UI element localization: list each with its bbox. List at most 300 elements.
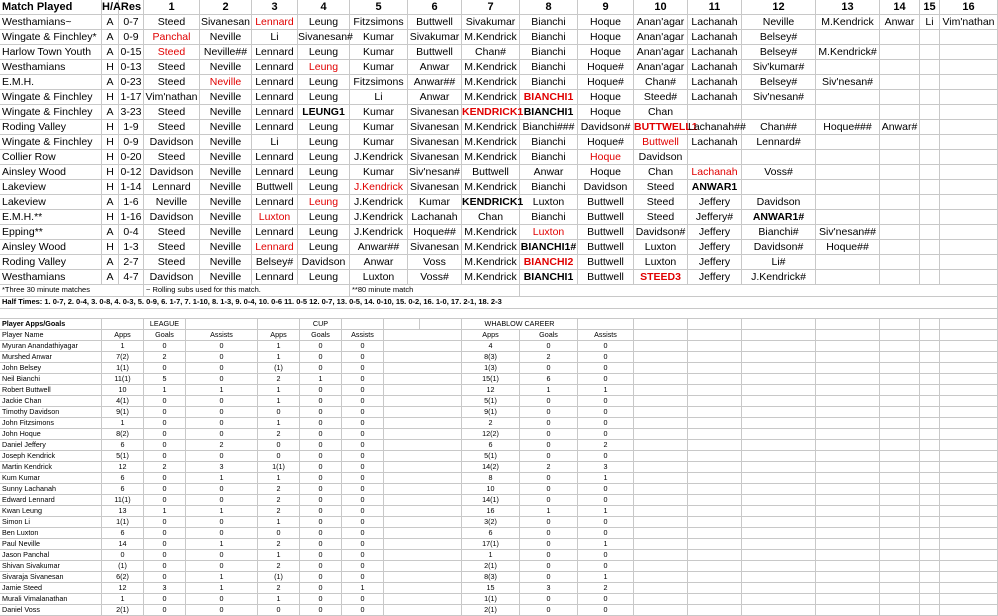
match-cell[interactable] [0, 135, 102, 150]
match-cell[interactable] [578, 255, 634, 270]
match-cell[interactable] [688, 105, 742, 120]
match-cell[interactable] [940, 15, 998, 30]
match-cell[interactable] [252, 45, 298, 60]
match-cell[interactable] [119, 225, 144, 240]
match-cell[interactable] [102, 210, 119, 225]
match-cell[interactable] [462, 105, 524, 120]
match-cell[interactable] [144, 90, 200, 105]
match-cell[interactable] [816, 225, 880, 240]
match-cell[interactable] [520, 165, 578, 180]
match-cell[interactable] [462, 150, 520, 165]
match-cell[interactable] [119, 135, 144, 150]
match-cell[interactable] [742, 30, 816, 45]
match-cell[interactable] [119, 270, 144, 285]
match-cell[interactable] [940, 150, 998, 165]
match-cell[interactable] [688, 90, 742, 105]
match-cell[interactable] [102, 255, 119, 270]
match-cell[interactable] [252, 75, 298, 90]
match-cell[interactable] [200, 60, 252, 75]
match-cell[interactable] [920, 240, 940, 255]
match-cell[interactable] [200, 165, 252, 180]
match-cell[interactable] [880, 45, 920, 60]
match-cell[interactable] [200, 150, 252, 165]
match-cell[interactable] [578, 165, 634, 180]
match-cell[interactable] [408, 210, 462, 225]
match-cell[interactable] [880, 195, 920, 210]
match-cell[interactable] [940, 180, 998, 195]
match-cell[interactable] [0, 90, 102, 105]
match-cell[interactable] [634, 255, 688, 270]
match-cell[interactable] [920, 75, 940, 90]
match-cell[interactable] [119, 255, 144, 270]
match-cell[interactable] [350, 255, 408, 270]
match-cell[interactable] [462, 90, 520, 105]
match-cell[interactable] [200, 240, 252, 255]
match-cell[interactable] [688, 180, 742, 195]
match-cell[interactable] [350, 120, 408, 135]
header-cell[interactable] [940, 0, 998, 15]
match-cell[interactable] [144, 210, 200, 225]
match-cell[interactable] [408, 180, 462, 195]
match-cell[interactable] [408, 165, 462, 180]
match-cell[interactable] [920, 45, 940, 60]
match-cell[interactable] [408, 225, 462, 240]
header-cell[interactable] [350, 0, 408, 15]
match-cell[interactable] [200, 90, 252, 105]
match-cell[interactable] [200, 45, 252, 60]
match-cell[interactable] [520, 150, 578, 165]
match-cell[interactable] [688, 135, 742, 150]
match-cell[interactable] [462, 255, 520, 270]
match-cell[interactable] [742, 270, 816, 285]
match-cell[interactable] [462, 240, 520, 255]
match-cell[interactable] [742, 180, 816, 195]
match-cell[interactable] [742, 210, 816, 225]
match-cell[interactable] [920, 180, 940, 195]
match-cell[interactable] [688, 120, 746, 135]
match-cell[interactable] [816, 240, 880, 255]
match-cell[interactable] [634, 225, 688, 240]
match-cell[interactable] [688, 45, 742, 60]
match-cell[interactable] [578, 195, 634, 210]
match-cell[interactable] [0, 105, 102, 120]
match-cell[interactable] [298, 15, 350, 30]
match-cell[interactable] [816, 75, 880, 90]
match-cell[interactable] [634, 135, 688, 150]
match-cell[interactable] [520, 180, 578, 195]
match-cell[interactable] [920, 210, 940, 225]
match-cell[interactable] [742, 90, 816, 105]
match-cell[interactable] [144, 105, 200, 120]
match-cell[interactable] [200, 120, 252, 135]
match-cell[interactable] [462, 165, 520, 180]
match-cell[interactable] [144, 255, 200, 270]
match-cell[interactable] [634, 45, 688, 60]
match-cell[interactable] [102, 180, 119, 195]
match-cell[interactable] [200, 75, 252, 90]
match-cell[interactable] [298, 270, 350, 285]
match-cell[interactable] [578, 135, 634, 150]
match-cell[interactable] [520, 270, 578, 285]
match-cell[interactable] [462, 15, 520, 30]
match-cell[interactable] [119, 150, 144, 165]
match-cell[interactable] [880, 15, 920, 30]
match-cell[interactable] [520, 195, 578, 210]
match-cell[interactable] [298, 225, 350, 240]
match-cell[interactable] [408, 255, 462, 270]
match-cell[interactable] [252, 60, 298, 75]
match-cell[interactable] [408, 195, 462, 210]
match-cell[interactable] [634, 90, 688, 105]
match-cell[interactable] [520, 75, 578, 90]
match-cell[interactable] [119, 240, 144, 255]
match-cell[interactable] [408, 15, 462, 30]
match-cell[interactable] [144, 195, 200, 210]
match-cell[interactable] [350, 135, 408, 150]
match-cell[interactable] [0, 15, 102, 30]
match-cell[interactable] [0, 60, 102, 75]
header-cell[interactable] [920, 0, 940, 15]
match-cell[interactable] [0, 240, 102, 255]
match-cell[interactable] [880, 240, 920, 255]
match-cell[interactable] [252, 255, 298, 270]
match-cell[interactable] [408, 90, 462, 105]
match-cell[interactable] [102, 75, 119, 90]
match-cell[interactable] [462, 270, 520, 285]
match-cell[interactable] [462, 75, 520, 90]
match-cell[interactable] [816, 30, 880, 45]
match-cell[interactable] [578, 225, 634, 240]
match-cell[interactable] [940, 60, 998, 75]
match-cell[interactable] [520, 240, 578, 255]
match-cell[interactable] [350, 210, 408, 225]
match-cell[interactable] [200, 195, 252, 210]
match-cell[interactable] [578, 180, 634, 195]
match-cell[interactable] [920, 225, 940, 240]
match-cell[interactable] [578, 270, 634, 285]
match-cell[interactable] [298, 30, 353, 45]
match-cell[interactable] [252, 15, 298, 30]
match-cell[interactable] [119, 210, 144, 225]
match-cell[interactable] [200, 270, 252, 285]
match-cell[interactable] [252, 120, 298, 135]
match-cell[interactable] [102, 60, 119, 75]
match-cell[interactable] [350, 30, 408, 45]
match-cell[interactable] [940, 120, 998, 135]
match-cell[interactable] [350, 75, 408, 90]
match-cell[interactable] [102, 240, 119, 255]
match-cell[interactable] [462, 135, 520, 150]
match-cell[interactable] [880, 30, 920, 45]
match-cell[interactable] [940, 90, 998, 105]
match-cell[interactable] [816, 105, 880, 120]
match-cell[interactable] [578, 120, 634, 135]
match-cell[interactable] [880, 165, 920, 180]
match-cell[interactable] [940, 225, 998, 240]
match-cell[interactable] [578, 150, 634, 165]
match-cell[interactable] [520, 45, 578, 60]
match-cell[interactable] [298, 45, 350, 60]
match-cell[interactable] [816, 45, 880, 60]
match-cell[interactable] [940, 45, 998, 60]
match-cell[interactable] [252, 195, 298, 210]
match-cell[interactable] [920, 105, 940, 120]
match-cell[interactable] [742, 240, 816, 255]
match-cell[interactable] [578, 105, 634, 120]
match-cell[interactable] [119, 30, 144, 45]
match-cell[interactable] [462, 30, 520, 45]
match-cell[interactable] [298, 90, 350, 105]
match-cell[interactable] [880, 105, 920, 120]
match-cell[interactable] [200, 135, 252, 150]
match-cell[interactable] [0, 75, 102, 90]
match-cell[interactable] [920, 120, 940, 135]
match-cell[interactable] [144, 150, 200, 165]
match-cell[interactable] [688, 240, 742, 255]
match-cell[interactable] [940, 255, 998, 270]
match-cell[interactable] [0, 210, 102, 225]
match-cell[interactable] [940, 240, 998, 255]
match-cell[interactable] [0, 150, 102, 165]
match-cell[interactable] [688, 165, 742, 180]
header-cell[interactable] [200, 0, 252, 15]
match-cell[interactable] [880, 210, 920, 225]
match-cell[interactable] [298, 165, 350, 180]
match-cell[interactable] [144, 270, 200, 285]
header-cell[interactable] [102, 0, 119, 15]
match-cell[interactable] [940, 165, 998, 180]
match-cell[interactable] [520, 60, 578, 75]
match-cell[interactable] [816, 120, 880, 135]
match-cell[interactable] [102, 150, 119, 165]
match-cell[interactable] [578, 30, 634, 45]
match-cell[interactable] [298, 105, 350, 120]
match-cell[interactable] [408, 105, 462, 120]
match-cell[interactable] [578, 45, 634, 60]
match-cell[interactable] [350, 180, 408, 195]
match-cell[interactable] [119, 180, 144, 195]
match-cell[interactable] [0, 45, 102, 60]
match-cell[interactable] [252, 240, 298, 255]
match-cell[interactable] [462, 45, 520, 60]
match-cell[interactable] [634, 165, 688, 180]
match-cell[interactable] [634, 75, 688, 90]
match-cell[interactable] [350, 195, 408, 210]
match-cell[interactable] [520, 135, 578, 150]
match-cell[interactable] [578, 60, 634, 75]
header-cell[interactable] [742, 0, 816, 15]
match-cell[interactable] [200, 225, 252, 240]
match-cell[interactable] [634, 180, 688, 195]
match-cell[interactable] [520, 210, 578, 225]
match-cell[interactable] [520, 120, 578, 135]
match-cell[interactable] [688, 210, 742, 225]
match-cell[interactable] [298, 150, 350, 165]
match-cell[interactable] [816, 15, 880, 30]
match-cell[interactable] [298, 135, 350, 150]
header-cell[interactable] [298, 0, 350, 15]
match-cell[interactable] [0, 165, 102, 180]
match-cell[interactable] [119, 195, 144, 210]
header-cell[interactable] [0, 0, 102, 15]
match-cell[interactable] [102, 225, 119, 240]
match-cell[interactable] [408, 270, 462, 285]
match-cell[interactable] [520, 15, 578, 30]
match-cell[interactable] [0, 255, 102, 270]
match-cell[interactable] [144, 75, 200, 90]
match-cell[interactable] [816, 165, 880, 180]
match-cell[interactable] [816, 255, 880, 270]
match-cell[interactable] [816, 270, 880, 285]
match-cell[interactable] [252, 225, 298, 240]
match-cell[interactable] [578, 90, 634, 105]
match-cell[interactable] [102, 165, 119, 180]
match-cell[interactable] [578, 240, 634, 255]
match-cell[interactable] [688, 255, 742, 270]
match-cell[interactable] [119, 15, 144, 30]
match-cell[interactable] [298, 195, 350, 210]
match-cell[interactable] [688, 195, 742, 210]
match-cell[interactable] [102, 90, 119, 105]
match-cell[interactable] [520, 225, 578, 240]
match-cell[interactable] [634, 120, 698, 135]
match-cell[interactable] [940, 75, 998, 90]
match-cell[interactable] [200, 105, 252, 120]
match-cell[interactable] [920, 165, 940, 180]
match-cell[interactable] [742, 75, 816, 90]
match-cell[interactable] [688, 75, 742, 90]
match-cell[interactable] [102, 105, 119, 120]
match-cell[interactable] [462, 210, 520, 225]
match-cell[interactable] [816, 210, 880, 225]
match-cell[interactable] [252, 150, 298, 165]
match-cell[interactable] [742, 150, 816, 165]
match-cell[interactable] [0, 30, 102, 45]
match-cell[interactable] [742, 120, 816, 135]
match-cell[interactable] [408, 60, 462, 75]
match-cell[interactable] [298, 210, 350, 225]
match-cell[interactable] [920, 135, 940, 150]
match-cell[interactable] [688, 150, 742, 165]
match-cell[interactable] [688, 270, 742, 285]
match-cell[interactable] [940, 30, 998, 45]
match-cell[interactable] [298, 180, 350, 195]
match-cell[interactable] [102, 120, 119, 135]
match-cell[interactable] [578, 75, 634, 90]
match-cell[interactable] [880, 225, 920, 240]
match-cell[interactable] [408, 30, 462, 45]
match-cell[interactable] [252, 30, 298, 45]
match-cell[interactable] [350, 45, 408, 60]
match-cell[interactable] [408, 150, 462, 165]
match-cell[interactable] [880, 150, 920, 165]
match-cell[interactable] [940, 135, 998, 150]
match-cell[interactable] [920, 195, 940, 210]
match-cell[interactable] [742, 45, 816, 60]
match-cell[interactable] [742, 15, 816, 30]
match-cell[interactable] [920, 255, 940, 270]
match-cell[interactable] [119, 120, 144, 135]
match-cell[interactable] [742, 135, 816, 150]
match-cell[interactable] [350, 150, 408, 165]
match-cell[interactable] [144, 30, 200, 45]
match-cell[interactable] [102, 15, 119, 30]
header-cell[interactable] [252, 0, 298, 15]
header-cell[interactable] [520, 0, 578, 15]
header-cell[interactable] [578, 0, 634, 15]
match-cell[interactable] [408, 120, 462, 135]
match-cell[interactable] [742, 105, 816, 120]
match-cell[interactable] [520, 90, 578, 105]
match-cell[interactable] [634, 60, 688, 75]
match-cell[interactable] [816, 135, 880, 150]
match-cell[interactable] [880, 135, 920, 150]
match-cell[interactable] [144, 45, 200, 60]
match-cell[interactable] [408, 75, 462, 90]
match-cell[interactable] [119, 75, 144, 90]
match-cell[interactable] [462, 225, 520, 240]
match-cell[interactable] [920, 90, 940, 105]
match-cell[interactable] [816, 150, 880, 165]
match-cell[interactable] [119, 90, 144, 105]
match-cell[interactable] [920, 30, 940, 45]
match-cell[interactable] [252, 180, 298, 195]
match-cell[interactable] [102, 45, 119, 60]
match-cell[interactable] [940, 270, 998, 285]
header-cell[interactable] [816, 0, 880, 15]
match-cell[interactable] [119, 60, 144, 75]
match-cell[interactable] [408, 240, 462, 255]
match-cell[interactable] [298, 60, 350, 75]
match-cell[interactable] [816, 180, 880, 195]
match-cell[interactable] [144, 225, 200, 240]
match-cell[interactable] [634, 195, 688, 210]
match-cell[interactable] [816, 90, 880, 105]
match-cell[interactable] [0, 270, 102, 285]
match-cell[interactable] [252, 105, 298, 120]
match-cell[interactable] [350, 15, 408, 30]
match-cell[interactable] [350, 165, 408, 180]
match-cell[interactable] [880, 180, 920, 195]
match-cell[interactable] [298, 255, 350, 270]
match-cell[interactable] [920, 60, 940, 75]
match-cell[interactable] [200, 15, 252, 30]
match-cell[interactable] [688, 225, 742, 240]
match-cell[interactable] [742, 255, 816, 270]
match-cell[interactable] [940, 210, 998, 225]
match-cell[interactable] [298, 120, 350, 135]
match-cell[interactable] [200, 255, 252, 270]
match-cell[interactable] [688, 30, 742, 45]
match-cell[interactable] [920, 15, 940, 30]
match-cell[interactable] [298, 240, 350, 255]
match-cell[interactable] [144, 15, 200, 30]
match-cell[interactable] [940, 195, 998, 210]
match-cell[interactable] [119, 105, 144, 120]
match-cell[interactable] [0, 180, 102, 195]
header-cell[interactable] [880, 0, 920, 15]
match-cell[interactable] [634, 15, 688, 30]
match-cell[interactable] [462, 120, 520, 135]
match-cell[interactable] [350, 105, 408, 120]
match-cell[interactable] [252, 135, 298, 150]
header-cell[interactable] [634, 0, 688, 15]
match-cell[interactable] [144, 135, 200, 150]
match-cell[interactable] [144, 240, 200, 255]
match-cell[interactable] [200, 30, 252, 45]
match-cell[interactable] [742, 195, 816, 210]
match-cell[interactable] [688, 15, 742, 30]
